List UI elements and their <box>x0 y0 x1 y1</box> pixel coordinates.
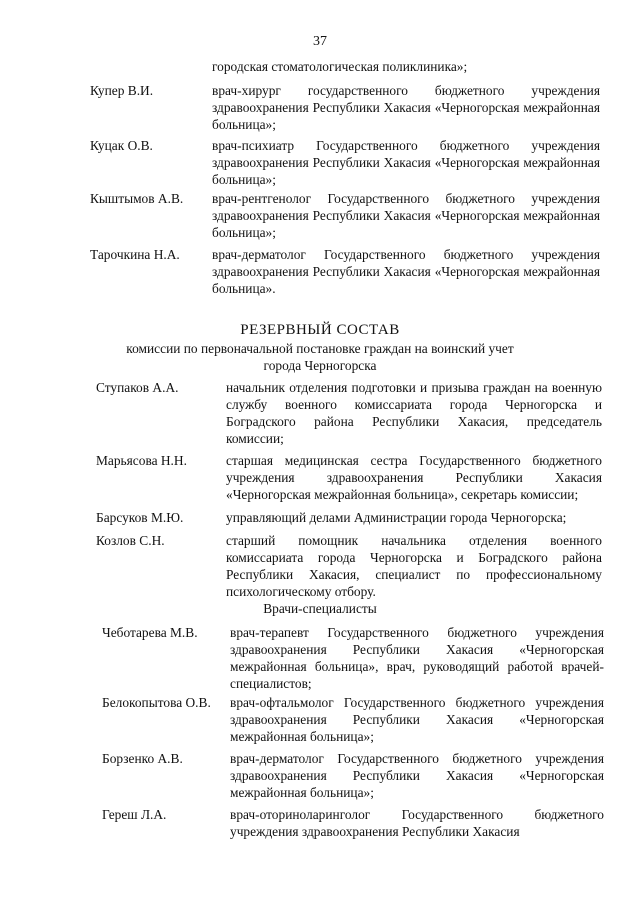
member-name: Гереш Л.А. <box>102 807 167 822</box>
member-name: Козлов С.Н. <box>96 533 165 548</box>
page-number: 37 <box>313 34 327 49</box>
member-name: Кыштымов А.В. <box>90 191 184 206</box>
specialists-heading: Врачи-специалисты <box>263 601 377 616</box>
member-name: Тарочкина Н.А. <box>90 247 180 262</box>
member-description: старший помощник начальника отделения военного комиссариата города Черногорска и Боградского района Республики Хакасия, специалист по профессиональному психологическому отбору. <box>226 533 602 599</box>
member-name: Марьясова Н.Н. <box>96 453 187 468</box>
member-name: Куцак О.В. <box>90 138 153 153</box>
member-description: врач-дерматолог Государственного бюджетного учреждения здравоохранения Республики Хакасия «Черногорская межрайонная больница». <box>212 247 600 296</box>
member-name: Купер В.И. <box>90 83 154 98</box>
member-description: управляющий делами Администрации города Черногорска; <box>226 510 567 525</box>
member-description: врач-рентгенолог Государственного бюджетного учреждения здравоохранения Республики Хакасия «Черногорская межрайонная больница»; <box>212 191 600 240</box>
member-description: врач-дерматолог Государственного бюджетного учреждения здравоохранения Республики Хакасия «Черногорская межрайонная больница»; <box>230 751 604 800</box>
member-name: Ступаков А.А. <box>96 380 179 395</box>
member-name: Белокопытова О.В. <box>102 695 211 710</box>
member-name: Чеботарева М.В. <box>102 625 198 640</box>
member-name: Борзенко А.В. <box>102 751 183 766</box>
member-description: старшая медицинская сестра Государственного бюджетного учреждения здравоохранения Республики Хакасия «Черногорская межрайонная больница», секретарь комиссии; <box>226 453 602 502</box>
member-description: врач-офтальмолог Государственного бюджетного учреждения здравоохранения Республики Хакасия «Черногорская межрайонная больница»; <box>230 695 604 744</box>
member-description: врач-психиатр Государственного бюджетного учреждения здравоохранения Республики Хакасия «Черногорская межрайонная больница»; <box>212 138 600 187</box>
member-description: врач-хирург государственного бюджетного учреждения здравоохранения Республики Хакасия «Черногорская межрайонная больница»; <box>212 83 600 132</box>
member-description: врач-оториноларинголог Государственного бюджетного учреждения здравоохранения Республики Хакасия <box>230 807 604 839</box>
member-description: начальник отделения подготовки и призыва граждан на военную службу военного комиссариата города Черногорска и Боградского района Республики Хакасия, председатель комиссии; <box>226 380 602 446</box>
reserve-subtitle-line1: комиссии по первоначальной постановке граждан на воинский учет <box>126 341 514 356</box>
member-name: Барсуков М.Ю. <box>96 510 184 525</box>
member-description: врач-терапевт Государственного бюджетного учреждения здравоохранения Республики Хакасия «Черногорская межрайонная больница», врач, руководящий работой врачей-специалистов; <box>230 625 604 691</box>
reserve-title: РЕЗЕРВНЫЙ СОСТАВ <box>240 322 400 338</box>
continuation-text: городская стоматологическая поликлиника»; <box>212 59 468 74</box>
reserve-subtitle-line2: города Черногорска <box>263 358 377 373</box>
